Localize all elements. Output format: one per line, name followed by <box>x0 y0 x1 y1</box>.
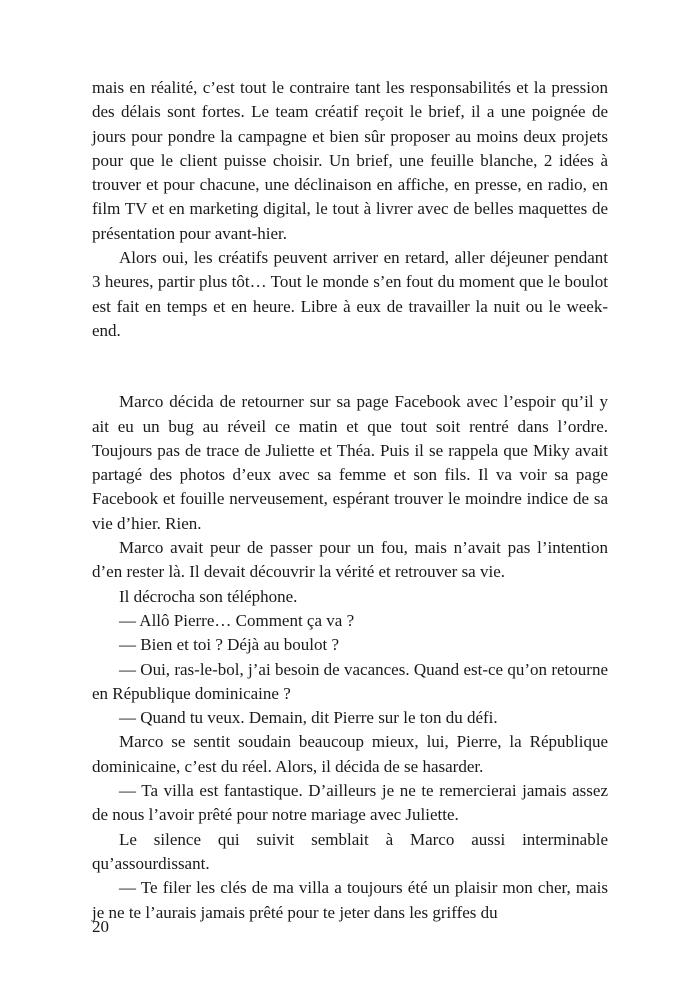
book-page <box>92 76 608 925</box>
page-number: 20 <box>92 917 109 936</box>
paragraph: Marco décida de retourner sur sa page Facebook avec l’espoir qu’il y ait eu un bug au réveil ce matin et que tout soit rentré dans l’ordre. Toujours pas de trace de Juliette et Théa. Puis il se rappela que Miky avait partagé des photos d’eux avec sa femme et son fils. Il va voir sa page Facebook et fouille nerveusement, espérant trouver le moindre indice de sa vie d’hier. Rien. <box>92 392 608 533</box>
dialogue-line: — Ta villa est fantastique. D’ailleurs je ne te remercierai jamais assez de nous l’avoir prêté pour notre mariage avec Juliette. <box>92 781 608 825</box>
paragraph: mais en réalité, c’est tout le contraire tant les responsabilités et la pression des délais sont fortes. Le team créatif reçoit le brief, il a une poignée de jours pour pondre la campagne et bien sûr proposer au moins deux projets pour que le client puisse choisir. Un brief, une feuille blanche, 2 idées à trouver et pour chacune, une déclinaison en affiche, en presse, en radio, en film TV et en marketing digital, le tout à livrer avec de belles maquettes de présentation pour avant-hier. <box>92 78 608 243</box>
dialogue-line: — Allô Pierre… Comment ça va ? <box>119 610 355 630</box>
paragraph: Le silence qui suivit semblait à Marco aussi interminable qu’assourdissant. <box>92 829 608 873</box>
dialogue-line: — Oui, ras-le-bol, j’ai besoin de vacances. Quand est-ce qu’on retourne en République dominicaine ? <box>92 659 608 703</box>
paragraph: Marco avait peur de passer pour un fou, mais n’avait pas l’intention d’en rester là. Il devait découvrir la vérité et retrouver sa vie. <box>92 538 608 582</box>
paragraph: Il décrocha son téléphone. <box>119 586 298 606</box>
dialogue-line: — Te filer les clés de ma villa a toujours été un plaisir mon cher, mais je ne te l’aurais jamais prêté pour te jeter dans les griffes du <box>92 878 608 922</box>
dialogue-line: — Bien et toi ? Déjà au boulot ? <box>119 635 339 655</box>
dialogue-line: — Quand tu veux. Demain, dit Pierre sur le ton du défi. <box>119 708 498 728</box>
section-break <box>92 343 608 390</box>
paragraph: Alors oui, les créatifs peuvent arriver en retard, aller déjeuner pendant 3 heures, partir plus tôt… Tout le monde s’en fout du moment que le boulot est fait en temps et en heure. Libre à eux de travailler la nuit ou le week-end. <box>92 248 608 340</box>
paragraph: Marco se sentit soudain beaucoup mieux, lui, Pierre, la République dominicaine, c’est du réel. Alors, il décida de se hasarder. <box>92 732 608 776</box>
